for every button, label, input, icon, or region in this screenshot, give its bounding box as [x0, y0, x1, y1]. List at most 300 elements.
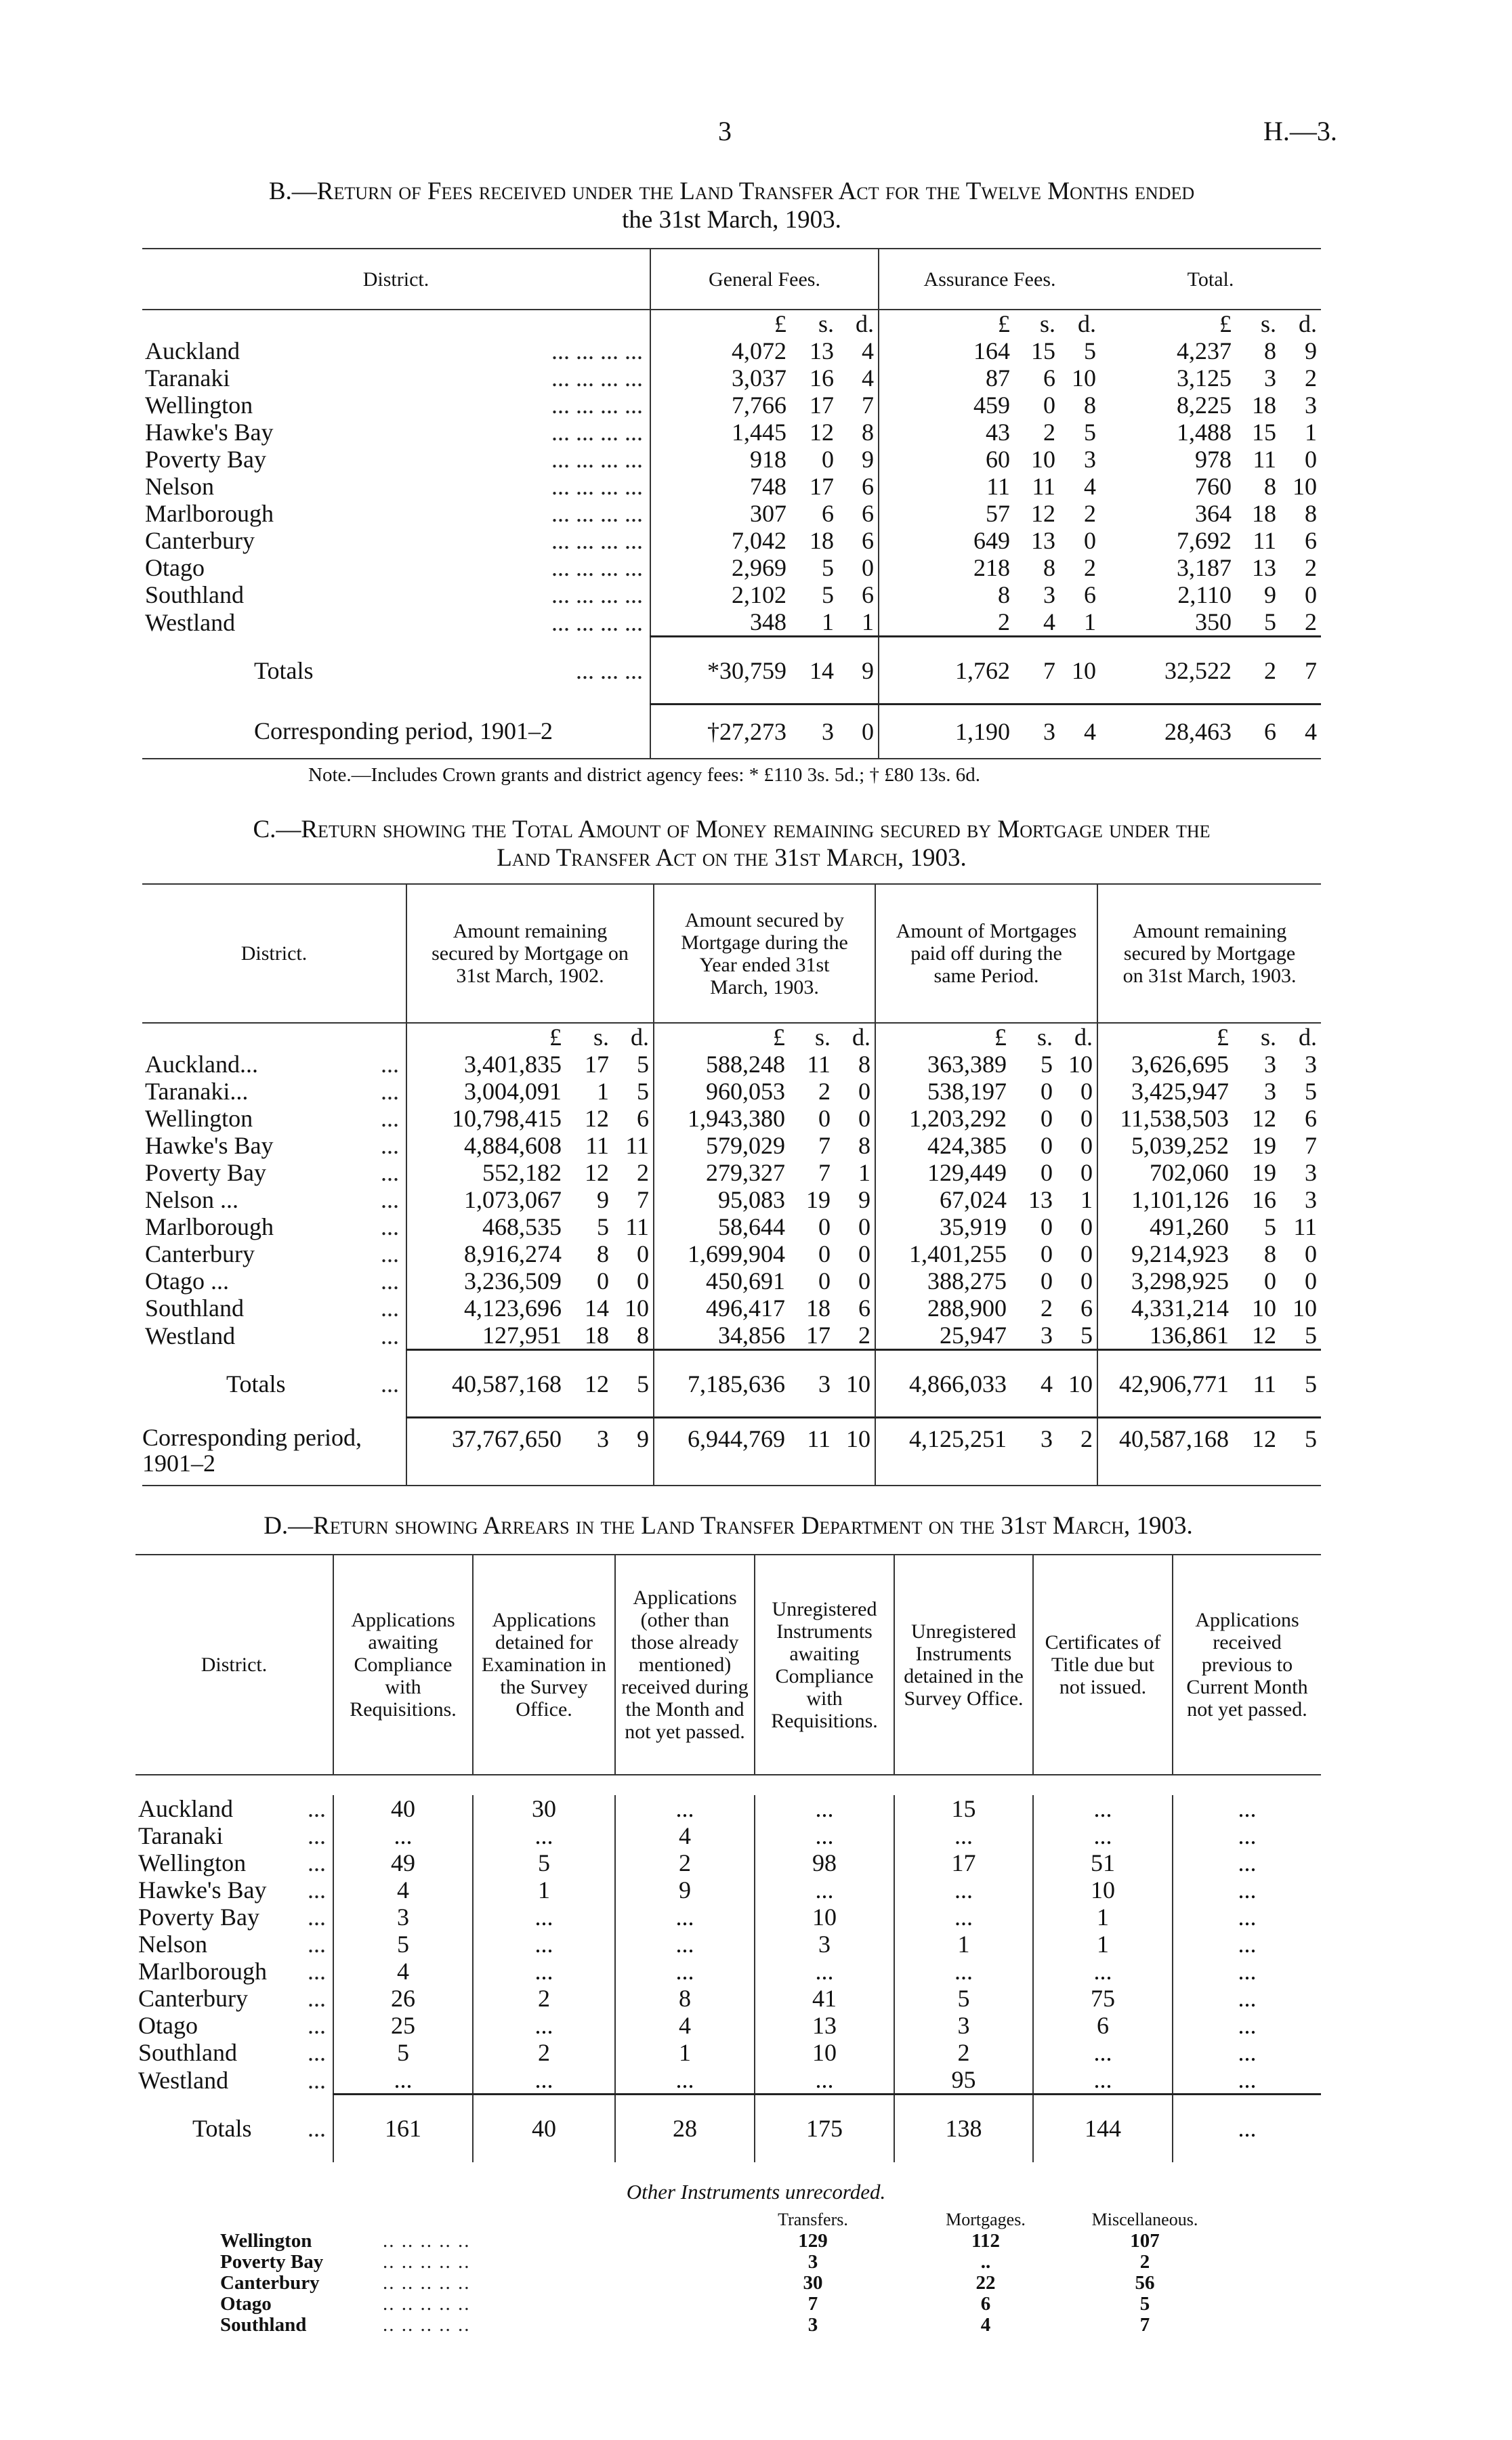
district-cell: [142, 1159, 406, 1186]
value-cell: ..: [980, 2250, 991, 2273]
pounds-cell: 60: [879, 446, 1014, 473]
pounds-cell: 57: [879, 500, 1014, 527]
pounds-cell: 164: [879, 337, 1014, 364]
district-cell: [142, 1350, 406, 1418]
value-cell: 56: [1135, 2271, 1155, 2294]
value-cell: ...: [615, 1931, 755, 1958]
pence-cell: 5: [1280, 1350, 1321, 1418]
value-cell: ...: [1033, 1958, 1173, 1985]
district-cell: [142, 554, 650, 581]
district-name: Auckland: [138, 1795, 233, 1822]
shillings-cell: 0: [1041, 1267, 1053, 1295]
shillings-cell: 18: [585, 1322, 609, 1349]
pounds-cell: 1,190: [879, 704, 1014, 759]
district-name: Totals: [192, 2114, 252, 2142]
district-name: Marlborough: [138, 1958, 267, 1985]
district-name: Otago: [138, 2012, 198, 2039]
district-cell: [142, 581, 650, 608]
leader-dots: ...: [381, 1078, 399, 1105]
unit-label: d.: [1074, 1024, 1093, 1051]
district-name: Southland: [220, 2313, 307, 2336]
units-row: [142, 1023, 1321, 1051]
district-name: Westland: [145, 608, 236, 636]
pounds-cell: 468,535: [406, 1213, 566, 1240]
shillings-cell: 19: [1252, 1159, 1277, 1186]
value-cell: ...: [1173, 1931, 1321, 1958]
pence-cell: 0: [1080, 1240, 1093, 1267]
value-cell: 161: [333, 2095, 473, 2162]
pence-cell: 2: [1084, 500, 1097, 527]
other-header-0: Transfers.: [778, 2210, 848, 2229]
pence-cell: 0: [1305, 581, 1318, 608]
leader-dots: ... ... ... ...: [551, 527, 643, 554]
value-cell: 2: [473, 1985, 615, 2012]
value-cell: ...: [333, 1822, 473, 1849]
leader-dots: .. .. .. .. ..: [383, 2271, 471, 2294]
district-cell: [135, 2095, 333, 2162]
table-row: [135, 1903, 1321, 1931]
pounds-cell: 7,042: [650, 527, 791, 554]
district-name: Marlborough: [145, 500, 274, 527]
value-cell: 10: [755, 1903, 894, 1931]
leader-dots: ...: [308, 2114, 326, 2142]
district-name: Westland: [145, 1322, 236, 1349]
unit-label: d.: [852, 1024, 871, 1051]
table-row: [135, 1931, 1321, 1958]
value-cell: 1: [894, 1931, 1033, 1958]
value-cell: ...: [473, 1931, 615, 1958]
header-remaining-1902: Amount remaining secured by Mortgage on 31st March, 1902.: [406, 884, 654, 1023]
pence-cell: 0: [858, 1105, 871, 1132]
leader-dots: ...: [381, 1213, 399, 1240]
pence-cell: 9: [838, 637, 879, 704]
district-cell: [135, 1903, 333, 1931]
pence-cell: 8: [1084, 392, 1097, 419]
value-cell: ...: [1173, 1795, 1321, 1822]
value-cell: 30: [473, 1795, 615, 1822]
shillings-cell: 18: [1252, 392, 1277, 419]
value-cell: ...: [473, 1822, 615, 1849]
pounds-cell: 2: [879, 608, 1014, 637]
pounds-cell: 8,225: [1177, 392, 1232, 419]
pounds-cell: 552,182: [406, 1159, 566, 1186]
pounds-cell: 649: [879, 527, 1014, 554]
pounds-cell: 58,644: [654, 1213, 789, 1240]
value-cell: 107: [1130, 2229, 1160, 2252]
shillings-cell: 1: [597, 1078, 609, 1105]
district-cell: [135, 1876, 333, 1903]
value-cell: ...: [1033, 1822, 1173, 1849]
pounds-cell: 7,692: [1177, 527, 1232, 554]
table-row: [142, 1213, 1321, 1240]
unit-label: s.: [814, 1024, 831, 1051]
value-cell: 15: [894, 1795, 1033, 1822]
fees-table: [142, 248, 1321, 759]
leader-dots: ...: [381, 1132, 399, 1159]
shillings-cell: 2: [1236, 637, 1280, 704]
pounds-cell: 7,185,636: [654, 1350, 789, 1418]
table-row: [220, 2314, 1223, 2335]
shillings-cell: 8: [597, 1240, 609, 1267]
leader-dots: .. .. .. .. ..: [383, 2250, 471, 2273]
pence-cell: 7: [1305, 1132, 1318, 1159]
value-cell: ...: [755, 1795, 894, 1822]
shillings-cell: 2: [818, 1078, 831, 1105]
pence-cell: 3: [1084, 446, 1097, 473]
leader-dots: ...: [308, 1985, 326, 2012]
value-cell: 3: [333, 1903, 473, 1931]
pence-cell: 5: [1080, 1322, 1093, 1349]
pence-cell: 7: [637, 1186, 649, 1213]
section-b-title-line2: the 31st March, 1903.: [622, 206, 841, 234]
header-district: District.: [240, 942, 308, 965]
table-row: [142, 1159, 1321, 1186]
pounds-cell: 8,916,274: [406, 1240, 566, 1267]
shillings-cell: 0: [1043, 392, 1056, 419]
pounds-cell: 129,449: [875, 1159, 1011, 1186]
pounds-cell: 363,389: [875, 1051, 1011, 1078]
header-district: District.: [362, 268, 429, 291]
district-cell: [142, 1213, 406, 1240]
pence-cell: 8: [858, 1051, 871, 1078]
pounds-cell: 978: [1195, 446, 1232, 473]
pounds-cell: 4,123,696: [406, 1295, 566, 1322]
pence-cell: 1: [862, 608, 875, 635]
pence-cell: 11: [1293, 1213, 1318, 1240]
pence-cell: 10: [1057, 1350, 1097, 1418]
pence-cell: 8: [1305, 500, 1318, 527]
section-c-title-line2: Land Transfer Act on the 31st March, 1903.: [497, 844, 967, 872]
value-cell: 30: [803, 2271, 823, 2294]
shillings-cell: 0: [1264, 1267, 1277, 1295]
district-name: Nelson ...: [145, 1186, 238, 1213]
district-name: Hawke's Bay: [138, 1876, 267, 1903]
pounds-cell: 960,053: [654, 1078, 789, 1105]
shillings-cell: 15: [1252, 419, 1277, 446]
district-name: Poverty Bay: [145, 446, 266, 473]
district-name: Wellington: [138, 1849, 247, 1876]
pence-cell: 0: [1305, 1240, 1318, 1267]
pounds-cell: 496,417: [654, 1295, 789, 1322]
value-cell: ...: [473, 1958, 615, 1985]
leader-dots: ...: [381, 1267, 399, 1295]
value-cell: 5: [473, 1849, 615, 1876]
pence-cell: 10: [835, 1418, 875, 1486]
district-name: Otago: [220, 2292, 272, 2315]
table-row: [220, 2251, 1223, 2272]
shillings-cell: 11: [1032, 473, 1056, 500]
pounds-cell: 760: [1195, 473, 1232, 500]
district-name: Wellington: [145, 1105, 253, 1132]
pounds-cell: 1,073,067: [406, 1186, 566, 1213]
pounds-cell: 3,187: [1177, 554, 1232, 581]
pence-cell: 9: [862, 446, 875, 473]
pounds-cell: 37,767,650: [406, 1418, 566, 1486]
header-total: Total.: [1187, 268, 1234, 291]
pence-cell: 2: [1057, 1418, 1097, 1486]
shillings-cell: 5: [1264, 608, 1277, 635]
value-cell: 6: [1033, 2012, 1173, 2039]
pence-cell: 10: [1293, 1295, 1318, 1322]
value-cell: ...: [755, 1958, 894, 1985]
arrears-table: [135, 1554, 1321, 2162]
pounds-cell: 3,298,925: [1097, 1267, 1233, 1295]
shillings-cell: 17: [806, 1322, 831, 1349]
value-cell: ...: [615, 1958, 755, 1985]
district-name: Nelson: [138, 1931, 207, 1958]
district-cell: [135, 2039, 333, 2066]
pence-cell: 0: [858, 1213, 871, 1240]
pence-cell: 5: [1305, 1078, 1318, 1105]
pence-cell: 6: [858, 1295, 871, 1322]
header-col-3: Applications (other than those already mentioned) received during the Month and not yet passed.: [615, 1555, 755, 1775]
value-cell: 129: [798, 2229, 828, 2252]
district-name: Nelson: [145, 473, 214, 500]
district-name: Southland: [145, 581, 245, 608]
table-row: [142, 527, 1321, 554]
unit-label: £: [1219, 310, 1232, 337]
value-cell: 2: [615, 1849, 755, 1876]
shillings-cell: 0: [1041, 1159, 1053, 1186]
leader-dots: ...: [381, 1186, 399, 1213]
pence-cell: 2: [858, 1322, 871, 1349]
unit-label: s.: [1261, 1024, 1277, 1051]
value-cell: 25: [333, 2012, 473, 2039]
table-row: [220, 2230, 1223, 2251]
table-row: [142, 419, 1321, 446]
district-cell: [142, 1051, 406, 1078]
header-remaining-1903: Amount remaining secured by Mortgage on 31st March, 1903.: [1097, 884, 1321, 1023]
pounds-cell: 3,626,695: [1097, 1051, 1233, 1078]
pence-cell: 10: [625, 1295, 649, 1322]
table-row: [142, 554, 1321, 581]
district-cell: [142, 473, 650, 500]
shillings-cell: 8: [1264, 473, 1277, 500]
shillings-cell: 0: [1041, 1213, 1053, 1240]
value-cell: ...: [1173, 1985, 1321, 2012]
shillings-cell: 7: [818, 1132, 831, 1159]
shillings-cell: 10: [1252, 1295, 1277, 1322]
shillings-cell: 5: [1041, 1051, 1053, 1078]
shillings-cell: 19: [1252, 1132, 1277, 1159]
value-cell: 4: [615, 2012, 755, 2039]
district-name: Poverty Bay: [220, 2250, 324, 2273]
value-cell: ...: [1173, 2012, 1321, 2039]
district-cell: [142, 1186, 406, 1213]
table-row: [142, 392, 1321, 419]
table-row: [142, 364, 1321, 392]
shillings-cell: 3: [791, 704, 838, 759]
pence-cell: 10: [835, 1350, 875, 1418]
value-cell: 1: [1033, 1931, 1173, 1958]
unit-label: s.: [1040, 310, 1056, 337]
shillings-cell: 4: [1043, 608, 1056, 635]
pence-cell: 10: [1059, 637, 1100, 704]
value-cell: ...: [1173, 1903, 1321, 1931]
shillings-cell: 18: [1252, 500, 1277, 527]
pence-cell: 6: [1080, 1295, 1093, 1322]
pounds-cell: 279,327: [654, 1159, 789, 1186]
leader-dots: ... ... ... ...: [551, 364, 643, 392]
pounds-cell: 10,798,415: [406, 1105, 566, 1132]
table-row: [142, 1051, 1321, 1078]
value-cell: ...: [1173, 1822, 1321, 1849]
pence-cell: 7: [1280, 637, 1321, 704]
unit-label: d.: [1078, 310, 1097, 337]
pence-cell: 4: [862, 337, 875, 364]
district-cell: [135, 1985, 333, 2012]
value-cell: 9: [615, 1876, 755, 1903]
value-cell: ...: [615, 2066, 755, 2095]
value-cell: 22: [975, 2271, 996, 2294]
leader-dots: .. .. .. .. ..: [383, 2292, 471, 2315]
section-b-note: Note.—Includes Crown grants and district agency fees: * £110 3s. 5d.; † £80 13s. 6d.: [308, 764, 981, 786]
pence-cell: 2: [1084, 554, 1097, 581]
district-name: Otago ...: [145, 1267, 229, 1295]
shillings-cell: 0: [1041, 1078, 1053, 1105]
value-cell: ...: [1173, 1876, 1321, 1903]
value-cell: ...: [894, 1958, 1033, 1985]
leader-dots: ... ... ... ...: [551, 337, 643, 364]
shillings-cell: 3: [1043, 581, 1056, 608]
shillings-cell: 15: [1031, 337, 1056, 364]
shillings-cell: 5: [597, 1213, 609, 1240]
value-cell: ...: [615, 1795, 755, 1822]
pence-cell: 5: [1084, 419, 1097, 446]
pence-cell: 1: [1080, 1186, 1093, 1213]
pounds-cell: 34,856: [654, 1322, 789, 1350]
pence-cell: 4: [862, 364, 875, 392]
district-name: Totals: [226, 1370, 286, 1397]
shillings-cell: 3: [1041, 1322, 1053, 1349]
pence-cell: 9: [613, 1418, 654, 1486]
leader-dots: ...: [308, 1903, 326, 1931]
leader-dots: ... ... ... ...: [551, 500, 643, 527]
district-name: Corresponding period, 1901–2: [254, 717, 553, 744]
unit-label: d.: [631, 1024, 649, 1051]
leader-dots: ...: [308, 1931, 326, 1958]
shillings-cell: 3: [1264, 364, 1277, 392]
value-cell: 2: [894, 2039, 1033, 2066]
shillings-cell: 11: [789, 1418, 835, 1486]
header-assurance-fees: Assurance Fees.: [879, 249, 1100, 310]
shillings-cell: 12: [1031, 500, 1056, 527]
value-cell: 1: [1033, 1903, 1173, 1931]
pounds-cell: 364: [1195, 500, 1232, 527]
value-cell: ...: [755, 1822, 894, 1849]
district-name: Otago: [145, 554, 205, 581]
value-cell: 138: [894, 2095, 1033, 2162]
pounds-cell: 7,766: [650, 392, 791, 419]
shillings-cell: 3: [566, 1418, 613, 1486]
pounds-cell: †27,273: [650, 704, 791, 759]
value-cell: 75: [1033, 1985, 1173, 2012]
district-cell: [142, 1267, 406, 1295]
shillings-cell: 11: [585, 1132, 609, 1159]
district-cell: [142, 1418, 406, 1486]
value-cell: 175: [755, 2095, 894, 2162]
leader-dots: ... ... ... ...: [551, 581, 643, 608]
pence-cell: 5: [1084, 337, 1097, 364]
shillings-cell: 7: [818, 1159, 831, 1186]
pounds-cell: 35,919: [875, 1213, 1011, 1240]
shillings-cell: 5: [822, 554, 834, 581]
shillings-cell: 17: [810, 473, 834, 500]
pence-cell: 0: [858, 1078, 871, 1105]
shillings-cell: 17: [585, 1051, 609, 1078]
value-cell: ...: [1173, 2095, 1321, 2162]
shillings-cell: 10: [1031, 446, 1056, 473]
pence-cell: 0: [1305, 446, 1318, 473]
value-cell: ...: [473, 2012, 615, 2039]
table-row: [142, 1132, 1321, 1159]
pounds-cell: 42,906,771: [1097, 1350, 1233, 1418]
value-cell: 3: [807, 2313, 818, 2336]
pence-cell: 9: [858, 1186, 871, 1213]
pence-cell: 0: [1080, 1132, 1093, 1159]
pounds-cell: 748: [650, 473, 791, 500]
pounds-cell: 450,691: [654, 1267, 789, 1295]
value-cell: 98: [755, 1849, 894, 1876]
value-cell: 5: [333, 1931, 473, 1958]
pounds-cell: 2,969: [650, 554, 791, 581]
header-general-fees: General Fees.: [650, 249, 879, 310]
pounds-cell: 9,214,923: [1097, 1240, 1233, 1267]
district-cell: [142, 1078, 406, 1105]
pence-cell: 1: [1084, 608, 1097, 635]
pounds-cell: 67,024: [875, 1186, 1011, 1213]
pounds-cell: 588,248: [654, 1051, 789, 1078]
shillings-cell: 6: [822, 500, 834, 527]
value-cell: 4: [333, 1958, 473, 1985]
pence-cell: 6: [862, 527, 875, 554]
table-row: [135, 1958, 1321, 1985]
shillings-cell: 0: [1041, 1132, 1053, 1159]
district-name: Taranaki: [145, 364, 230, 392]
page-reference: H.—3.: [1263, 116, 1337, 146]
pence-cell: 3: [1305, 392, 1318, 419]
pence-cell: 8: [858, 1132, 871, 1159]
value-cell: 4: [615, 1822, 755, 1849]
totals-row: [142, 637, 1321, 704]
pounds-cell: 388,275: [875, 1267, 1011, 1295]
value-cell: 5: [1139, 2292, 1150, 2315]
shillings-cell: 8: [1264, 1240, 1277, 1267]
pence-cell: 5: [1280, 1418, 1321, 1486]
district-cell: [142, 1295, 406, 1322]
value-cell: ...: [1033, 1795, 1173, 1822]
pence-cell: 9: [1305, 337, 1318, 364]
shillings-cell: 0: [818, 1105, 831, 1132]
header-col-4: Unregistered Instruments awaiting Compliance with Requisitions.: [755, 1555, 894, 1775]
unit-label: s.: [1037, 1024, 1053, 1051]
value-cell: 2: [1139, 2250, 1150, 2273]
district-cell: [142, 392, 650, 419]
blank-cell: [142, 1023, 406, 1051]
table-row: [142, 446, 1321, 473]
pounds-cell: 4,237: [1177, 337, 1232, 364]
unit-label: s.: [818, 310, 834, 337]
pounds-cell: 538,197: [875, 1078, 1011, 1105]
shillings-cell: 5: [1264, 1213, 1277, 1240]
pounds-cell: 4,866,033: [875, 1350, 1011, 1418]
value-cell: 4: [980, 2313, 991, 2336]
leader-dots: ... ... ... ...: [551, 419, 643, 446]
pence-cell: 1: [1305, 419, 1318, 446]
leader-dots: .. .. .. .. ..: [383, 2313, 471, 2336]
table-row: [142, 473, 1321, 500]
value-cell: 26: [333, 1985, 473, 2012]
